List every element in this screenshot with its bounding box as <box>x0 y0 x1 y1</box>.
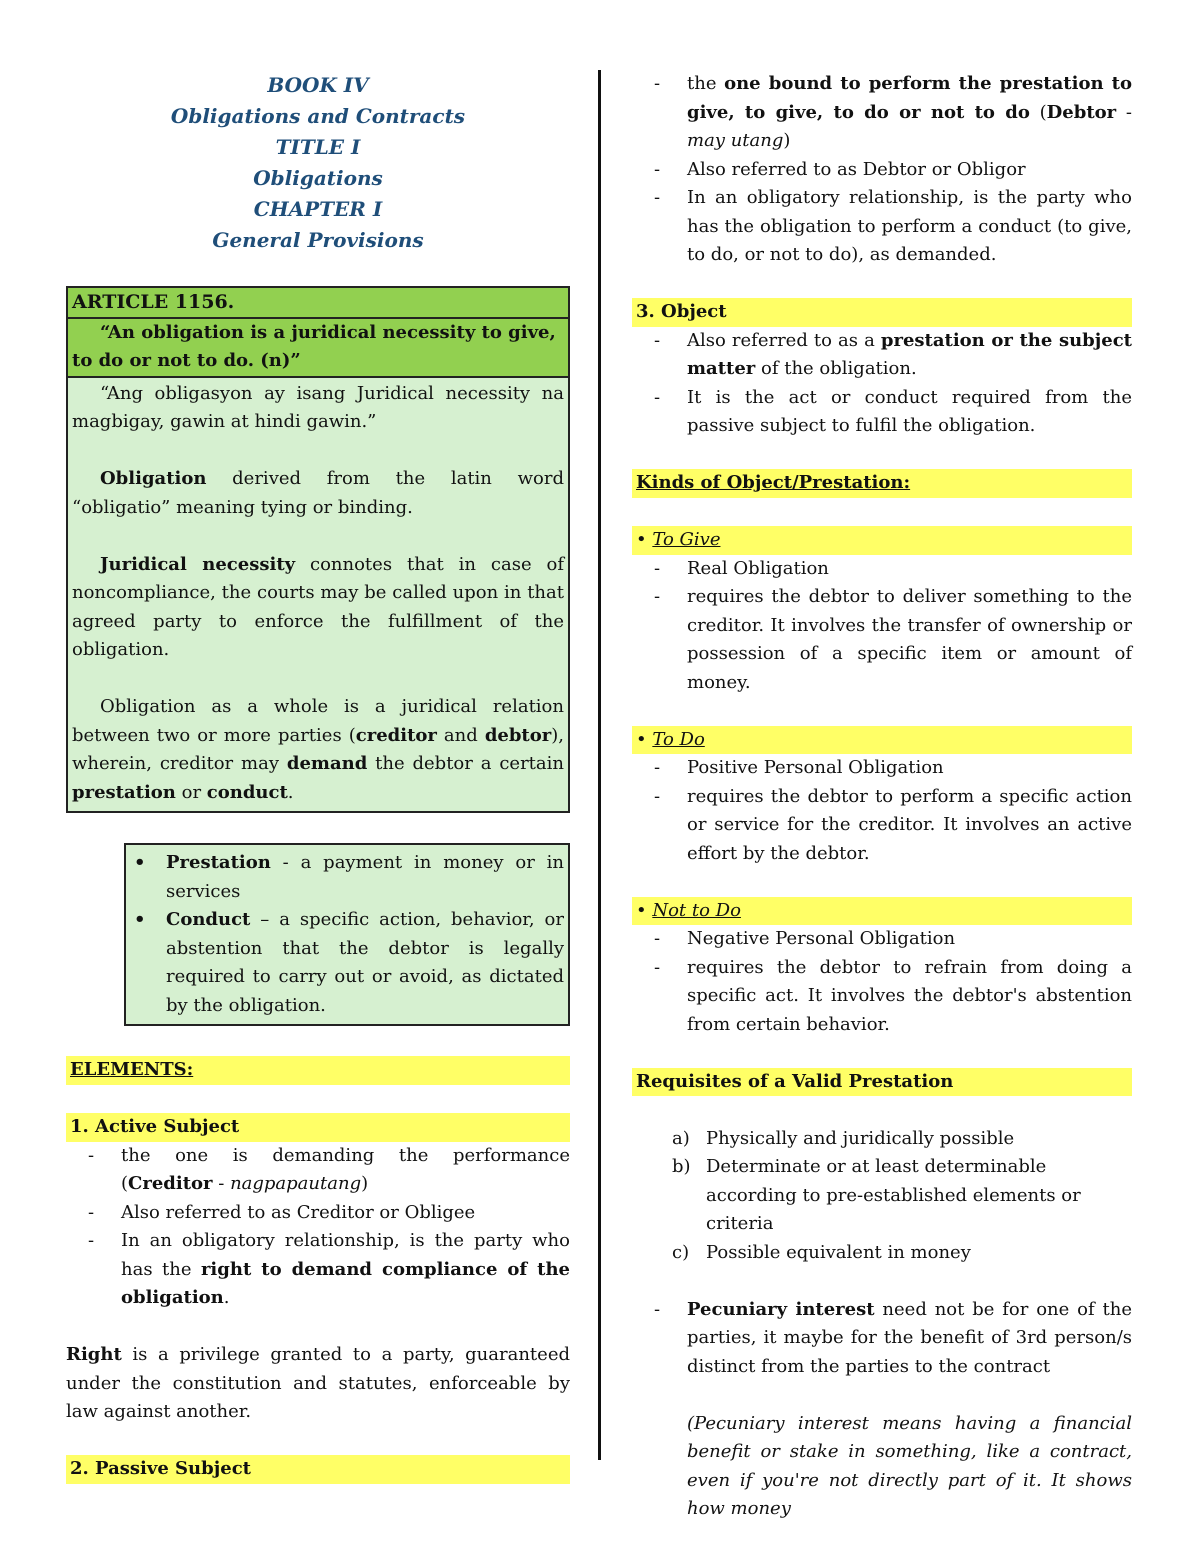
article-body <box>68 378 568 812</box>
definitions-box <box>124 843 570 1026</box>
document-header <box>66 70 570 256</box>
obligation-whole: Obligation as a whole is a juridical relation between two or more parties (creditor and debtor), wherein, creditor may demand the debtor a certain prestation or conduct. <box>72 696 565 803</box>
list-item: - Also referred to as Debtor or Obligor <box>632 156 1132 185</box>
right-column <box>632 0 1132 1524</box>
list-item: - Negative Personal Obligation <box>632 925 1132 954</box>
passive-subject-heading: 2. Passive Subject <box>66 1455 570 1484</box>
article-label: ARTICLE 1156. <box>68 288 568 319</box>
requisites-list <box>632 1125 1132 1268</box>
list-item: - requires the debtor to deliver something to the creditor. It involves the transfer of ownership or possession of a specific item or amount of money. <box>632 583 1132 697</box>
conduct-definition: • Conduct – a specific action, behavior, or abstention that the debtor is legally required to carry out or avoid, as dictated by the obligation. <box>126 906 564 1020</box>
list-item: - requires the debtor to perform a specific action or service for the creditor. It involves an active effort by the debtor. <box>632 783 1132 869</box>
active-subject-heading: 1. Active Subject <box>66 1113 570 1142</box>
passive-subject-list <box>632 70 1132 270</box>
list-item: - the one is demanding the performance (Creditor - nagpapautang) <box>66 1142 570 1199</box>
active-subject-list <box>66 1142 570 1313</box>
list-item: - Also referred to as Creditor or Obligee <box>66 1199 570 1228</box>
to-give-list <box>632 555 1132 698</box>
pecuniary-note: (Pecuniary interest means having a financial benefit or stake in something, like a contract, even if you're not directly part of it. It shows how money <box>687 1412 1132 1519</box>
kinds-heading: Kinds of Object/Prestation: <box>632 469 1132 498</box>
juridical-definition: Juridical necessity connotes that in case of noncompliance, the courts may be called upon in that agreed party to enforce the fulfillment of the obligation. <box>72 553 565 660</box>
book-title: Obligations and Contracts <box>170 104 466 128</box>
left-column <box>66 0 570 1484</box>
obligation-definition: Obligation derived from the latin word “obligatio” meaning tying or binding. <box>72 468 564 518</box>
list-item: - In an obligatory relationship, is the party who has the right to demand compliance of the obligation. <box>66 1227 570 1313</box>
not-to-do-heading: • Not to Do <box>632 897 1132 926</box>
title-name: Obligations <box>253 166 383 190</box>
column-divider <box>598 70 601 1460</box>
pecuniary-list <box>632 1296 1132 1382</box>
list-item: - Also referred to as a prestation or the subject matter of the obligation. <box>632 327 1132 384</box>
to-do-list <box>632 754 1132 868</box>
book-label: BOOK IV <box>267 73 369 97</box>
object-list <box>632 327 1132 441</box>
list-item: - Positive Personal Obligation <box>632 754 1132 783</box>
chapter-name: General Provisions <box>212 228 424 252</box>
not-to-do-list <box>632 925 1132 1039</box>
list-item: - requires the debtor to refrain from doing a specific act. It involves the debtor's abstention from certain behavior. <box>632 954 1132 1040</box>
to-give-heading: • To Give <box>632 526 1132 555</box>
tagalog-translation: “Ang obligasyon ay isang Juridical necessity na magbigay, gawin at hindi gawin.” <box>72 382 564 432</box>
article-text: “An obligation is a juridical necessity to give, to do or not to do. (n)” <box>68 319 568 378</box>
list-item: b) Determinate or at least determinable according to pre-established elements or criteria <box>672 1156 1081 1234</box>
to-do-heading: • To Do <box>632 726 1132 755</box>
list-item: - Real Obligation <box>632 555 1132 584</box>
right-definition: Right is a privilege granted to a party, guaranteed under the constitution and statutes, enforceable by law against another. <box>66 1344 570 1422</box>
list-item: - In an obligatory relationship, is the party who has the obligation to perform a conduct (to give, to do, or not to do), as demanded. <box>632 184 1132 270</box>
article-box <box>66 286 570 813</box>
list-item: - It is the act or conduct required from the passive subject to fulfil the obligation. <box>632 384 1132 441</box>
list-item: c) Possible equivalent in money <box>672 1241 971 1263</box>
list-item: - Pecuniary interest need not be for one of the parties, it maybe for the benefit of 3rd person/s distinct from the parties to the contract <box>632 1296 1132 1382</box>
title-label: TITLE I <box>275 135 361 159</box>
elements-heading: ELEMENTS: <box>66 1056 570 1085</box>
list-item: - the one bound to perform the prestation to give, to give, to do or not to do (Debtor - may utang) <box>632 70 1132 156</box>
object-heading: 3. Object <box>632 298 1132 327</box>
list-item: a) Physically and juridically possible <box>672 1127 1015 1149</box>
chapter-label: CHAPTER I <box>253 197 383 221</box>
requisites-heading: Requisites of a Valid Prestation <box>632 1068 1132 1097</box>
prestation-definition: • Prestation - a payment in money or in services <box>126 849 564 906</box>
